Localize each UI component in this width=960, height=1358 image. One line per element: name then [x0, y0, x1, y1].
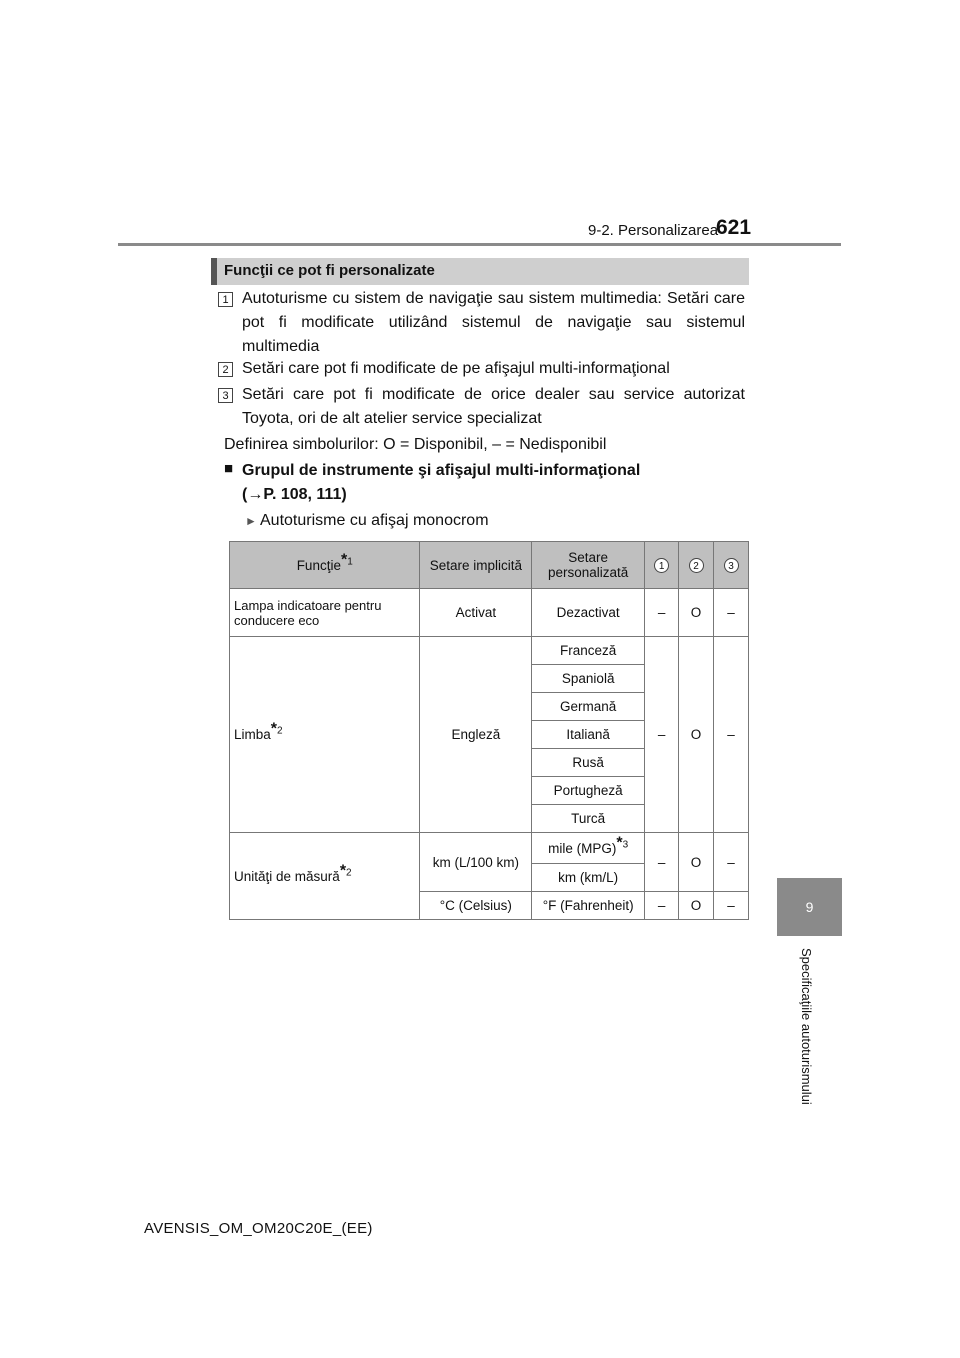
temp-default: °C (Celsius) [420, 892, 532, 920]
temp-c2: O [679, 892, 714, 920]
language-c1: – [645, 637, 679, 833]
eco-c1: – [645, 589, 679, 637]
language-option: Turcă [532, 805, 645, 833]
section-heading-text: Funcţii ce pot fi personalizate [224, 262, 435, 279]
language-c3: – [714, 637, 749, 833]
section-heading [211, 258, 749, 285]
language-option: Franceză [532, 637, 645, 665]
language-option: Spaniolă [532, 665, 645, 693]
language-option: Portugheză [532, 777, 645, 805]
eco-custom: Dezactivat [532, 589, 645, 637]
temp-c3: – [714, 892, 749, 920]
distance-c3: – [714, 833, 749, 892]
distance-c2: O [679, 833, 714, 892]
language-option: Italiană [532, 721, 645, 749]
header-col-3 [714, 542, 749, 589]
circle-number-3: 3 [724, 558, 739, 573]
header-default: Setare implicită [420, 542, 532, 589]
eco-function: Lampa indicatoare pentru conducere eco [230, 589, 420, 637]
note-3: Setări care pot fi modificate de orice dealer sau service autorizat Toyota, ori de alt atelier service specializat [242, 386, 745, 427]
chapter-tab [777, 878, 842, 936]
subsection-title: Grupul de instrumente şi afişajul multi-informaţional [242, 462, 641, 479]
note-number-1: 1 [218, 292, 233, 307]
header-rule [118, 243, 841, 246]
chapter-label: Specificaţiile autoturismului [799, 948, 814, 1105]
bullet-text: Autoturisme cu afişaj monocrom [260, 512, 489, 529]
square-bullet: ■ [224, 460, 234, 477]
section-title: 9-2. Personalizarea [588, 222, 719, 239]
note-number-3: 3 [218, 388, 233, 403]
circle-number-1: 1 [654, 558, 669, 573]
eco-default: Activat [420, 589, 532, 637]
distance-custom-a: mile (MPG)*$^3$ [532, 833, 645, 864]
temp-custom: °F (Fahrenheit) [532, 892, 645, 920]
table-row [230, 833, 749, 864]
language-c2: O [679, 637, 714, 833]
header-col-1 [645, 542, 679, 589]
chapter-number: 9 [805, 899, 814, 915]
language-option: Rusă [532, 749, 645, 777]
note-2: Setări care pot fi modificate de pe afişajul multi-informaţional [242, 360, 670, 377]
table-row [230, 589, 749, 637]
distance-c1: – [645, 833, 679, 892]
language-option: Germană [532, 693, 645, 721]
circle-number-2: 2 [689, 558, 704, 573]
eco-c2: O [679, 589, 714, 637]
language-default: Engleză [420, 637, 532, 833]
temp-c1: – [645, 892, 679, 920]
note-1: Autoturisme cu sistem de navigaţie sau sistem multimedia: Setări care pot fi modificate utilizând sistemul de navigaţie sau sistemul multimedia [242, 290, 745, 355]
eco-c3: – [714, 589, 749, 637]
language-function: Limba*$^2$ [230, 637, 420, 833]
settings-table [229, 541, 749, 920]
header-custom: Setare personalizată [532, 542, 645, 589]
note-number-2: 2 [218, 362, 233, 377]
page-number: 621 [716, 216, 752, 239]
header-col-2 [679, 542, 714, 589]
table-header-row [230, 542, 749, 589]
units-function: Unităţi de măsură*$^2$ [230, 833, 420, 920]
document-code: AVENSIS_OM_OM20C20E_(EE) [144, 1220, 373, 1237]
distance-custom-b: km (km/L) [532, 864, 645, 892]
table-row [230, 637, 749, 665]
symbols-definition: Definirea simbolurilor: O = Disponibil, – = Nedisponibil [224, 436, 607, 453]
header-function: Funcţie*$^1$ [230, 542, 420, 589]
heading-marker [211, 258, 217, 285]
distance-default: km (L/100 km) [420, 833, 532, 892]
subsection-page-ref: (→P. 108, 111) [242, 486, 347, 503]
triangle-bullet-icon: ► [245, 514, 257, 528]
